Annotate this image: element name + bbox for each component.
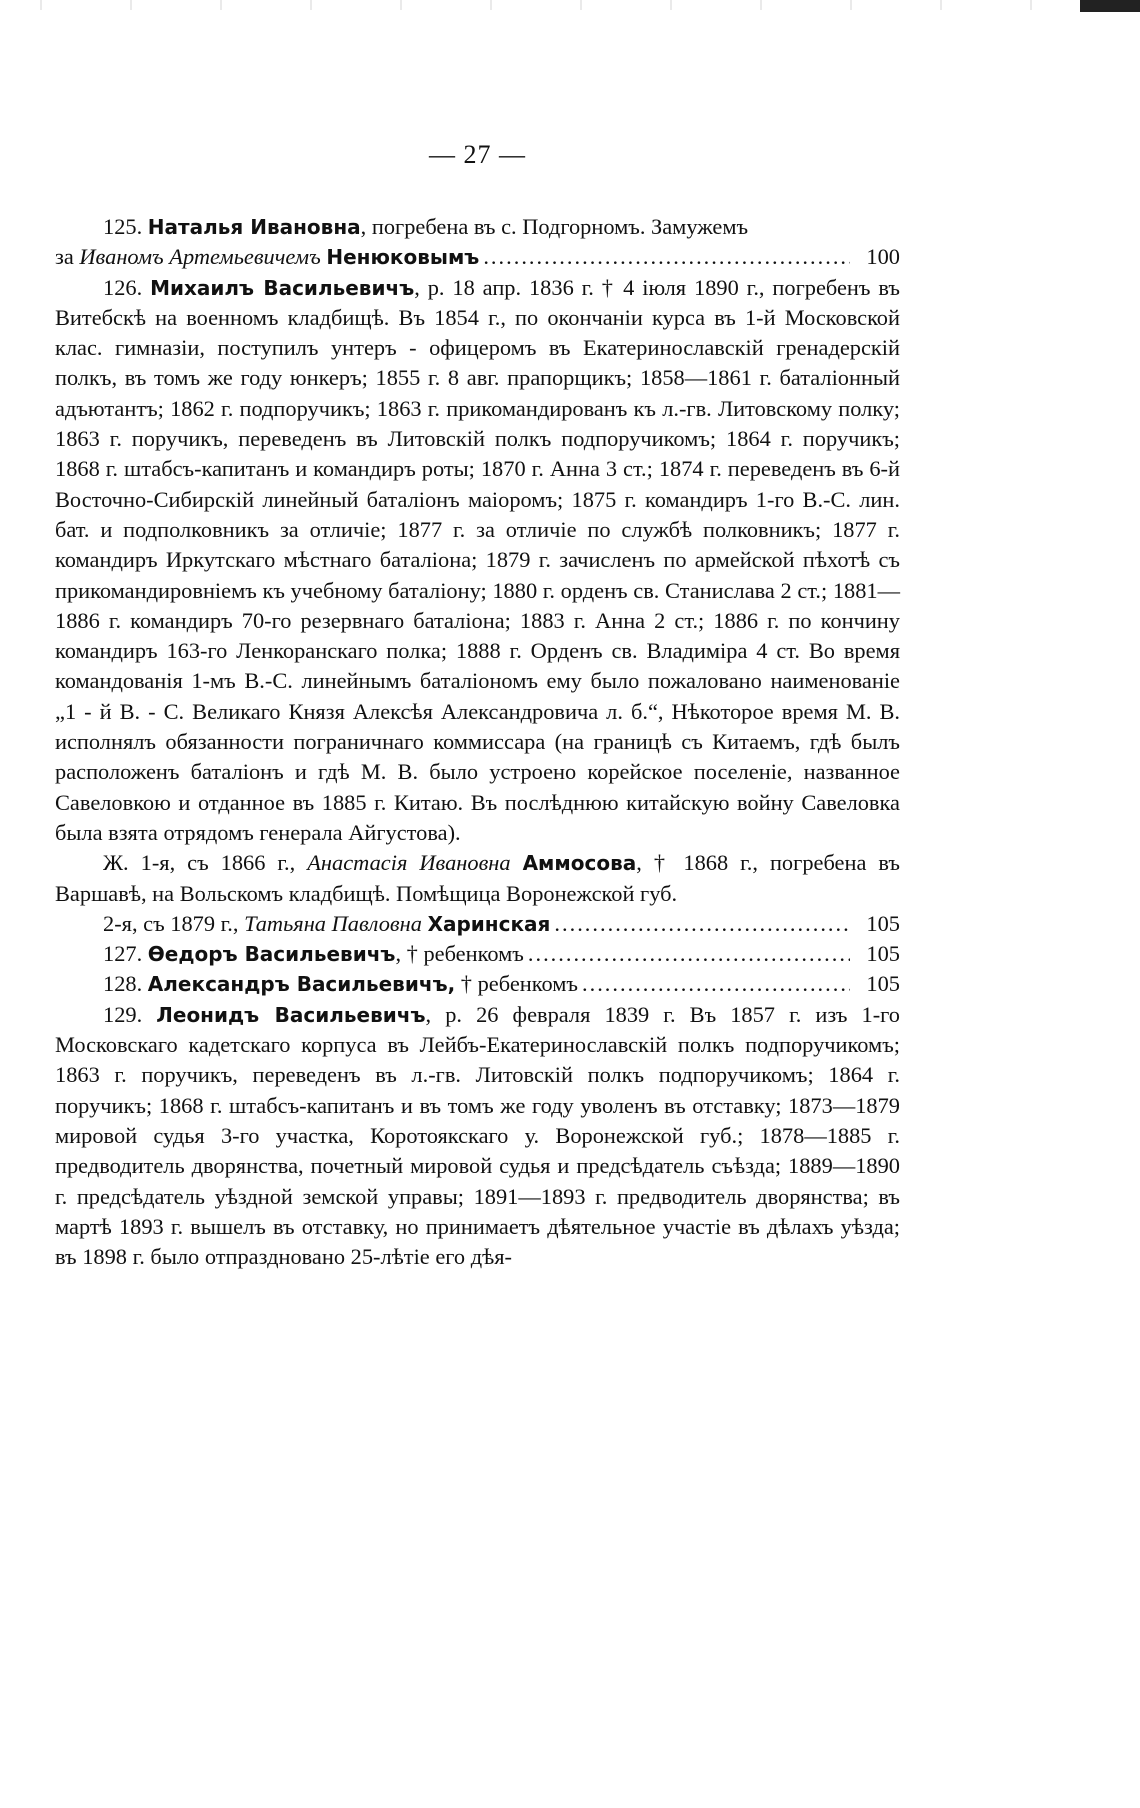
- entry-126-name: Михаилъ Васильевичъ: [150, 275, 415, 300]
- leader-dots: [554, 909, 850, 939]
- entry-125-spouse-surname: Ненюковымъ: [326, 245, 480, 270]
- leader-dots: [528, 939, 850, 969]
- entry-126-wife-1: [55, 848, 900, 909]
- wife-1-prefix: Ж. 1-я, съ 1866 г.,: [103, 850, 308, 876]
- scan-edge-top: [0, 0, 1140, 10]
- page-number: — 27 —: [429, 140, 526, 169]
- entry-125-spouse-name: Иваномъ Артемьевичемъ: [79, 244, 321, 270]
- leader-dots: [582, 969, 850, 999]
- entry-128-name: Александръ Васильевичъ,: [147, 972, 456, 997]
- scan-edge-mark: [1080, 0, 1140, 12]
- entry-128-ref[interactable]: 105: [866, 971, 900, 997]
- entry-125: [55, 212, 900, 242]
- entry-127-ref[interactable]: 105: [866, 941, 900, 967]
- wife-1-surname: Аммосова: [522, 851, 637, 876]
- entry-129-body: , р. 26 февраля 1839 г. Въ 1857 г. изъ 1-го Московскаго кадетскаго корпуса въ Лейбъ-Екатеринославскій полкъ подпоручикомъ; 1863 г. поручикъ, переведенъ въ л.-гв. Литовскій полкъ подпоручикомъ; 1864 г. поручикъ; 1868 г. штабсъ-капитанъ и въ томъ же году уволенъ въ отставку; 1873—1879 мировой судья 3-го участка, Коротоякскаго у. Воронежской губ.; 1878—1885 г. предводитель дворянства, почетный мировой судья и предсѣдатель съѣзда; 1889—1890 г. предсѣдатель уѣздной земской управы; 1891—1893 г. предводитель дворянства; въ мартѣ 1893 г. вышелъ въ отставку, но принимаетъ дѣятельное участіе въ дѣлахъ уѣзда; въ 1898 г. было отпраздновано 25-лѣтіе его дѣя-: [55, 1001, 900, 1270]
- wife-1-rest: , † 1868 г., погребена въ Варшавѣ, на Вольскомъ кладбищѣ. Помѣщица Воронежской губ.: [55, 850, 900, 906]
- entry-125-text: , погребена въ с. Подгорномъ. Замужемъ: [360, 214, 749, 239]
- document-page: [55, 140, 900, 1272]
- entry-126-number: 126.: [103, 274, 143, 300]
- entry-125-name: Наталья Ивановна: [147, 215, 361, 239]
- entry-127: [55, 939, 900, 969]
- leader-dots: [483, 242, 850, 272]
- entry-129-name: Леонидъ Васильевичъ: [156, 1002, 426, 1027]
- wife-1-name: Анастасія Ивановна: [307, 850, 511, 876]
- entry-127-number: 127.: [103, 941, 143, 967]
- entry-126-body: , р. 18 апр. 1836 г. † 4 іюля 1890 г., погребенъ въ Витебскѣ на военномъ кладбищѣ. Въ 1854 г., по окончаніи курса въ 1-й Московской клас. гимназіи, поступилъ унтеръ - офицеромъ въ Екатеринославскій гренадерскій полкъ, въ томъ же году юнкеръ; 1855 г. 8 авг. прапорщикъ; 1858—1861 г. баталіонный адъютантъ; 1862 г. подпоручикъ; 1863 г. прикомандированъ къ л.-гв. Литовскому полку; 1863 г. поручикъ, переведенъ въ Литовскій полкъ подпоручикомъ; 1864 г. поручикъ; 1868 г. штабсъ-капитанъ и командиръ роты; 1870 г. Анна 3 ст.; 1874 г. переведенъ въ 6-й Восточно-Сибирскій линейный баталіонъ маіоромъ; 1875 г. командиръ 1-го В.-С. лин. бат. и подполковникъ за отличіе; 1877 г. за отличіе по службѣ полковникъ; 1877 г. командиръ Иркутскаго мѣстнаго баталіона; 1879 г. зачисленъ по армейской пѣхотѣ съ прикомандировніемъ къ учебному баталіону; 1880 г. орденъ св. Станислава 2 ст.; 1881—1886 г. командиръ 70-го резервнаго баталіона; 1883 г. Анна 2 ст.; 1886 г. по кончину командиръ 163-го Ленкоранскаго полка; 1888 г. Орденъ св. Владиміра 4 ст. Во время командованія 1-мъ В.-С. линейнымъ баталіономъ ему было пожаловано наименованіе „1 - й В. - С. Великаго Князя Алексѣя Александровича л. б.“, Нѣкоторое время М. В. исполнялъ обязанности пограничнаго коммиссара (на границѣ съ Китаемъ, гдѣ былъ расположенъ баталіонъ и гдѣ М. В. было устроено корейское поселеніе, названное Савеловкою и отданное въ 1885 г. Китаю. Въ послѣднюю китайскую войну Савеловка была взята отрядомъ генерала Айгустова).: [55, 274, 900, 845]
- entry-129-number: 129.: [103, 1001, 143, 1027]
- wife-2-name: Татьяна Павловна: [244, 910, 422, 936]
- page-text: [55, 212, 900, 1272]
- entry-125-ref[interactable]: 100: [866, 244, 900, 270]
- entry-129: [55, 1000, 900, 1273]
- entry-125-number: 125.: [103, 214, 143, 239]
- entry-125-spouse-line: [55, 242, 900, 272]
- entry-128-number: 128.: [103, 971, 143, 997]
- entry-126: [55, 273, 900, 849]
- entry-128: [55, 969, 900, 999]
- entry-126-wife-2: [55, 909, 900, 939]
- entry-127-name: Өедоръ Васильевичъ: [147, 942, 396, 967]
- wife-2-prefix: 2-я, съ 1879 г.,: [103, 910, 245, 936]
- wife-2-surname: Харинская: [427, 911, 551, 936]
- wife-2-ref[interactable]: 105: [866, 910, 900, 936]
- entry-127-rest: , † ребенкомъ: [395, 941, 524, 967]
- entry-128-rest: † ребенкомъ: [455, 971, 579, 997]
- entry-125-spouse-prefix: за: [55, 244, 80, 270]
